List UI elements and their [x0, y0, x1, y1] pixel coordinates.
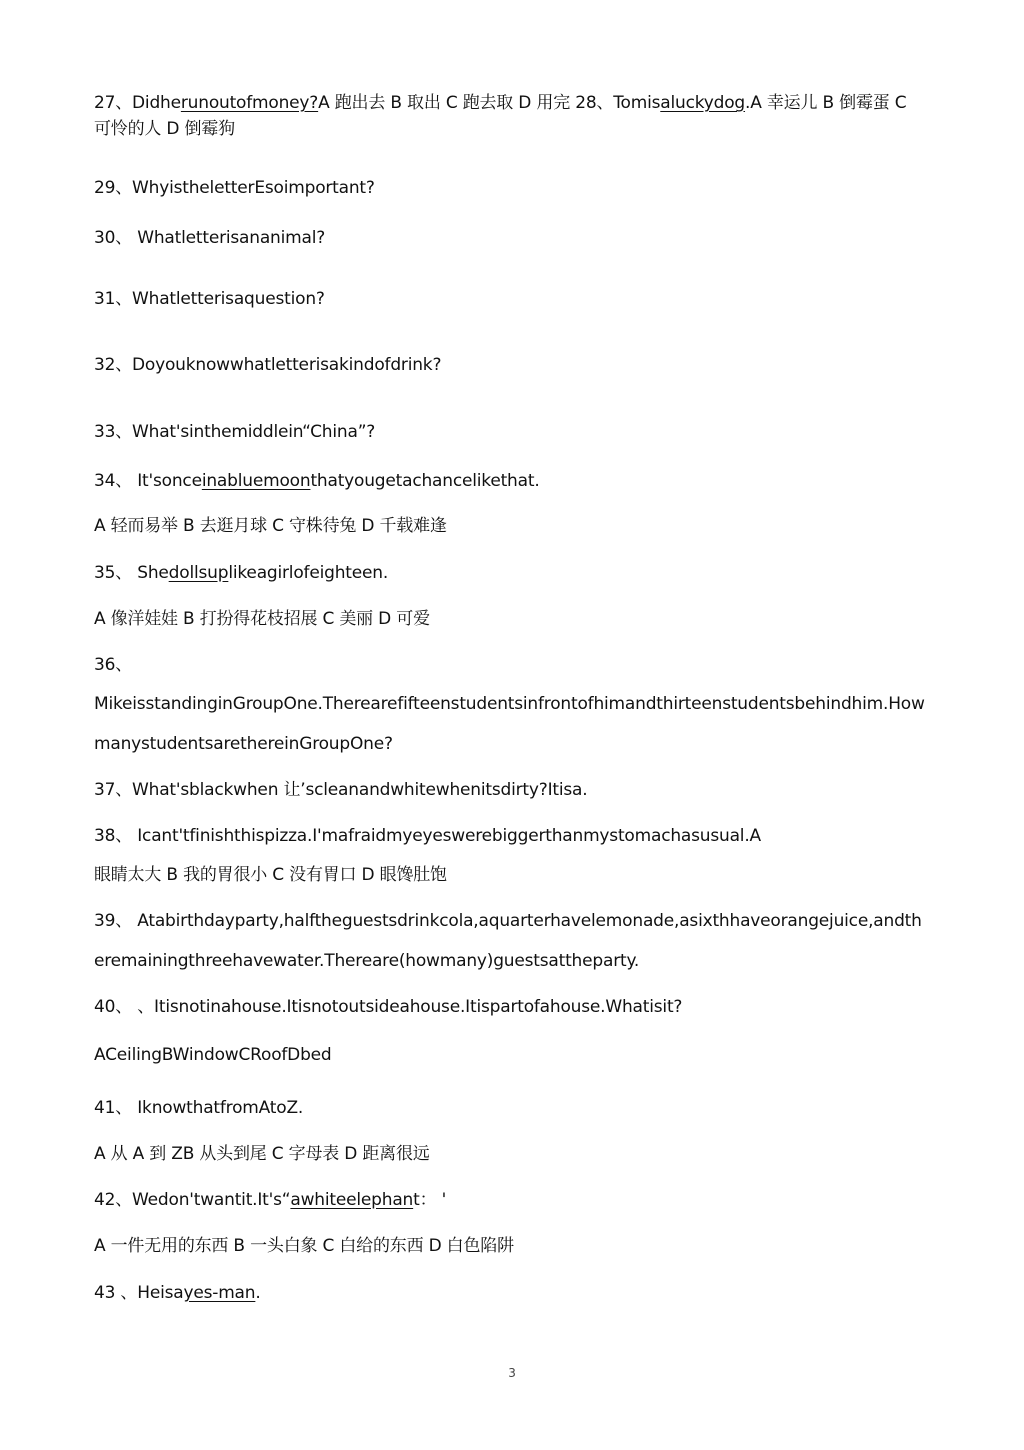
question-38-line1: 38、 Icant'tfinishthispizza.I'mafraidmyeyeswerebiggerthanmystomachasusual.A [94, 826, 761, 846]
q35-underlined-phrase: dollsup [168, 563, 229, 583]
question-39-line2: eremainingthreehavewater.Thereare(howmany)guestsattheparty. [94, 951, 640, 971]
question-40-options: ACeilingBWindowCRoofDbed [94, 1045, 332, 1065]
question-36-number: 36、 [94, 655, 133, 675]
question-41-options: A 从 A 到 ZB 从头到尾 C 字母表 D 距离很远 [94, 1144, 430, 1164]
q43-text: 43 、Heisa [94, 1283, 184, 1303]
q27-underlined-phrase: runoutofmoney? [180, 93, 319, 113]
question-37: 37、What'sblackwhen 让’scleanandwhitewhenitsdirty?Itisa. [94, 780, 588, 800]
q34-text: 34、 It'sonce [94, 471, 202, 491]
question-40: 40、 、Itisnotinahouse.Itisnotoutsideahouse.Itispartofahouse.Whatisit? [94, 997, 683, 1017]
q43-underlined-phrase: yes-man [183, 1283, 256, 1303]
question-42 [94, 1189, 446, 1211]
q42-text-end: t： ' [413, 1190, 447, 1210]
q42-underlined-phrase: awhiteelephan [290, 1190, 414, 1210]
q43-text-end: . [255, 1283, 261, 1303]
page-number: 3 [508, 1366, 516, 1380]
q28-underlined-phrase: aluckydog [660, 93, 746, 113]
question-33: 33、What'sinthemiddlein“China”? [94, 422, 376, 442]
question-27-28-line1 [94, 92, 906, 114]
question-30: 30、 Whatletterisananimal? [94, 228, 326, 248]
q28-options: .A 幸运儿 B 倒霉蛋 C [745, 93, 907, 113]
question-35-options: A 像洋娃娃 B 打扮得花枝招展 C 美丽 D 可爱 [94, 609, 430, 629]
question-31: 31、Whatletterisaquestion? [94, 289, 325, 309]
question-42-options: A 一件无用的东西 B 一头白象 C 白给的东西 D 白色陷阱 [94, 1236, 514, 1256]
question-43 [94, 1282, 261, 1304]
question-32: 32、Doyouknowwhatletterisakindofdrink? [94, 355, 442, 375]
question-34-options: A 轻而易举 B 去逛月球 C 守株待兔 D 千载难逢 [94, 516, 447, 536]
question-29: 29、WhyistheletterEsoimportant? [94, 178, 375, 198]
question-36-line2: manystudentsarethereinGroupOne? [94, 734, 393, 754]
q27-text: 27、Didhe [94, 93, 181, 113]
q35-text: 35、 She [94, 563, 169, 583]
q35-text-end: likeagirlofeighteen. [228, 563, 389, 583]
q42-text: 42、Wedon'twantit.It's“ [94, 1190, 291, 1210]
q27-options-q28-text: A 跑出去 B 取出 C 跑去取 D 用完 28、Tomis [318, 93, 661, 113]
question-38-options: 眼睛太大 B 我的胃很小 C 没有胃口 D 眼馋肚饱 [94, 865, 447, 885]
question-36-line1: MikeisstandinginGroupOne.Therearefifteenstudentsinfrontofhimandthirteenstudentsbehindhim.How [94, 694, 925, 714]
question-41: 41、 IknowthatfromAtoZ. [94, 1098, 304, 1118]
question-34 [94, 470, 540, 492]
question-39-line1: 39、 Atabirthdayparty,halftheguestsdrinkcola,aquarterhavelemonade,asixthhaveorangejuice,andth [94, 911, 922, 931]
q34-text-end: thatyougetachancelikethat. [310, 471, 540, 491]
question-35 [94, 562, 388, 584]
question-28-options-line2: 可怜的人 D 倒霉狗 [94, 119, 235, 139]
q34-underlined-phrase: inabluemoon [201, 471, 311, 491]
